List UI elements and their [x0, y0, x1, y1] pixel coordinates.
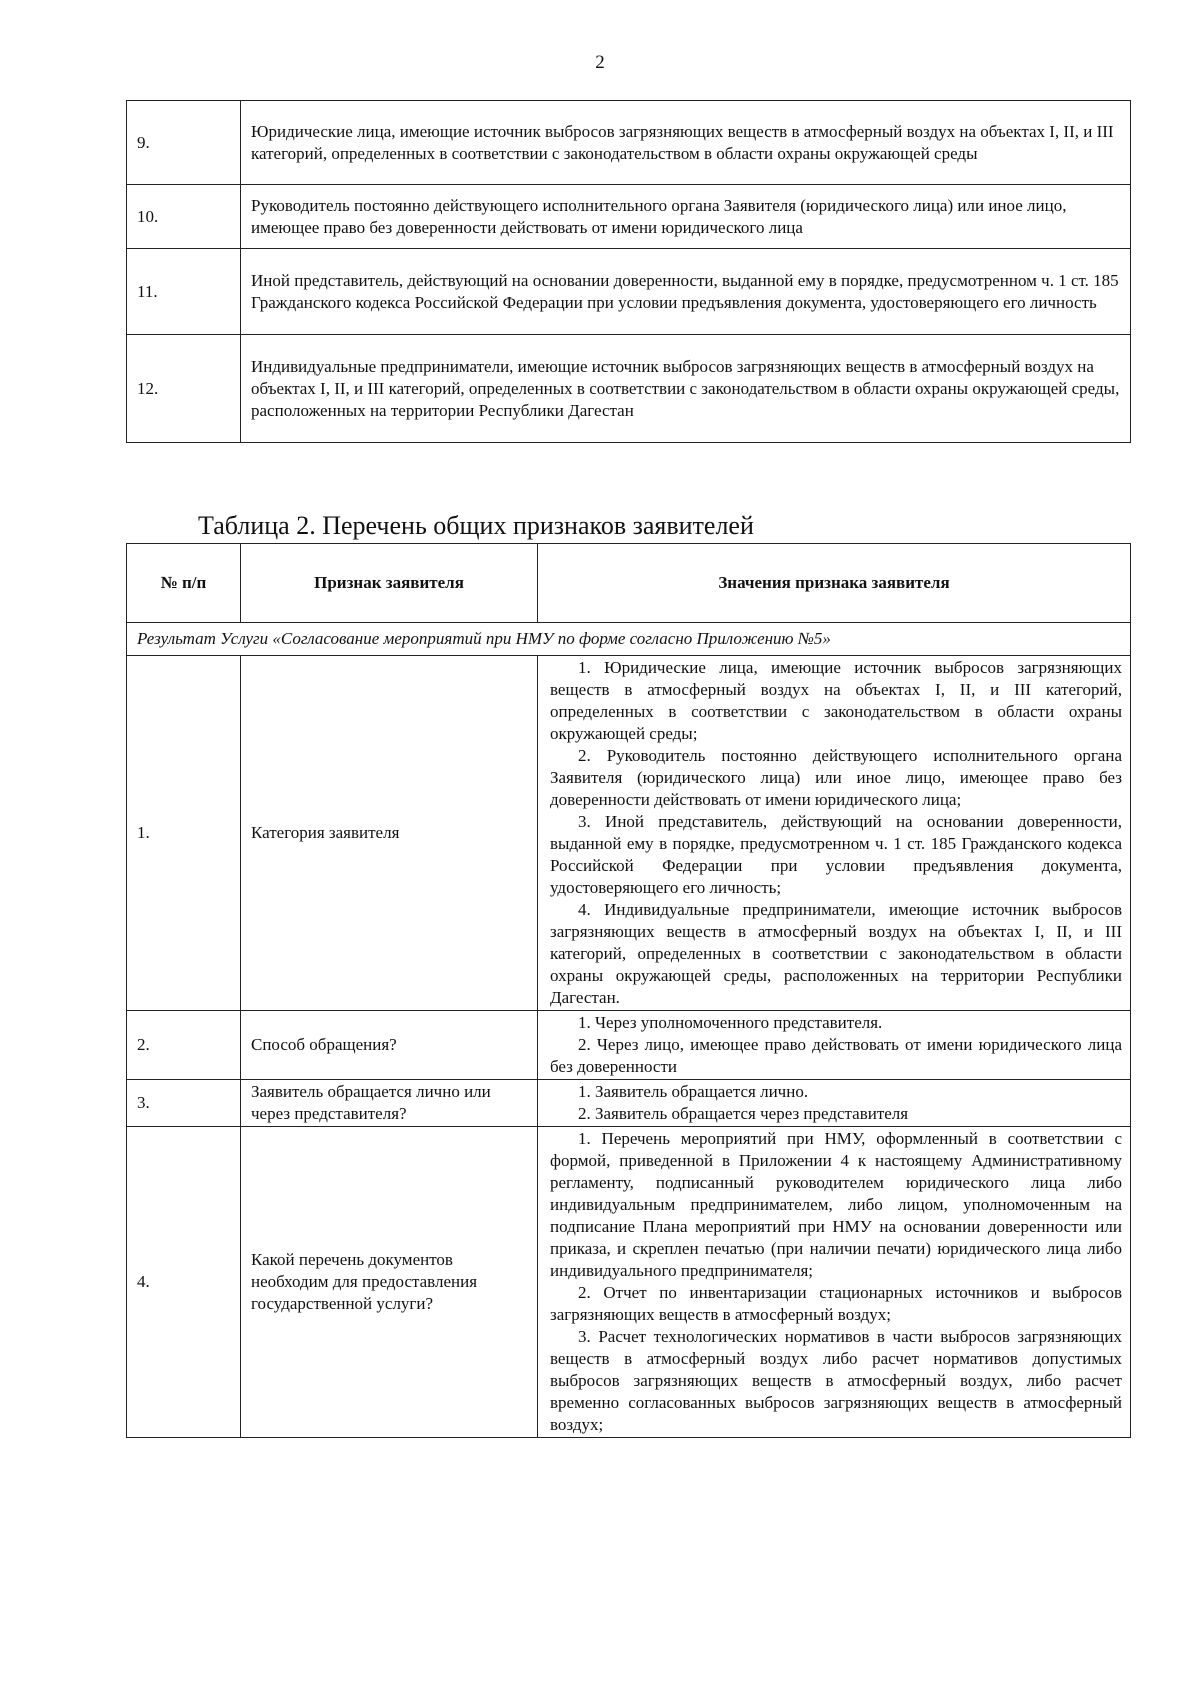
table-row — [127, 656, 1131, 1011]
table-row — [127, 1011, 1131, 1080]
value-item: 1. Через уполномоченного представителя. — [578, 1013, 883, 1032]
row-text: Иной представитель, действующий на основании доверенности, выданной ему в порядке, предусмотренном ч. 1 ст. 185 Гражданского кодекса Российской Федерации при условии предъявления документа, удостоверяющего его личность — [241, 249, 1131, 335]
table-row — [127, 249, 1131, 335]
value-item: 2. Отчет по инвентаризации стационарных источников и выбросов загрязняющих веществ в атмосферный воздух; — [550, 1283, 1122, 1324]
row-text: Индивидуальные предприниматели, имеющие источник выбросов загрязняющих веществ в атмосферный воздух на объектах I, II, и III категорий, определенных в соответствии с законодательством в области охраны окружающей среды, расположенных на территории Республики Дагестан — [241, 335, 1131, 443]
table-title: Таблица 2. Перечень общих признаков заявителей — [198, 511, 754, 540]
table-row — [127, 1080, 1131, 1127]
applicants-table-continued — [126, 100, 1131, 443]
value-item: 3. Расчет технологических нормативов в части выбросов загрязняющих веществ в атмосферный воздух либо расчет нормативов допустимых выбросов загрязняющих веществ в атмосферный воздух, либо расчет временно согласованных выбросов загрязняющих веществ в атмосферный воздух; — [550, 1327, 1122, 1434]
row-number: 2. — [127, 1011, 241, 1080]
page-number: 2 — [595, 52, 605, 73]
row-feature: Категория заявителя — [241, 656, 538, 1011]
row-values — [538, 1080, 1131, 1127]
row-number: 12. — [127, 335, 241, 443]
table-row — [127, 185, 1131, 249]
value-item: 1. Заявитель обращается лично. — [578, 1082, 809, 1101]
value-item: 1. Юридические лица, имеющие источник выбросов загрязняющих веществ в атмосферный воздух на объектах I, II, и III категорий, определенных в соответствии с законодательством в области охраны окружающей среды; — [550, 658, 1122, 743]
row-values — [538, 1127, 1131, 1438]
row-number: 4. — [127, 1127, 241, 1438]
row-text: Руководитель постоянно действующего исполнительного органа Заявителя (юридического лица) или иное лицо, имеющее право без доверенности действовать от имени юридического лица — [241, 185, 1131, 249]
value-item: 1. Перечень мероприятий при НМУ, оформленный в соответствии с формой, приведенной в Приложении 4 к настоящему Административному регламенту, подписанный руководителем юридического лица либо индивидуальным предпринимателем, либо лицом, уполномоченным на подписание Плана мероприятий при НМУ на основании доверенности или приказа, и скреплен печатью (при наличии печати) юридического лица либо индивидуального предпринимателя; — [550, 1129, 1122, 1280]
value-item: 2. Через лицо, имеющее право действовать от имени юридического лица без доверенности — [550, 1035, 1122, 1076]
header-feature: Признак заявителя — [241, 544, 538, 623]
row-number: 3. — [127, 1080, 241, 1127]
table-header-row — [127, 544, 1131, 623]
value-item: 3. Иной представитель, действующий на основании доверенности, выданной ему в порядке, предусмотренном ч. 1 ст. 185 Гражданского кодекса Российской Федерации при условии предъявления документа, удостоверяющего его личность; — [550, 812, 1122, 897]
row-values — [538, 1011, 1131, 1080]
row-number: 1. — [127, 656, 241, 1011]
table-row — [127, 101, 1131, 185]
value-item: 2. Заявитель обращается через представителя — [578, 1104, 909, 1123]
result-text: Результат Услуги «Согласование мероприятий при НМУ по форме согласно Приложению №5» — [127, 623, 1131, 656]
table-row — [127, 1127, 1131, 1438]
row-feature: Какой перечень документов необходим для предоставления государственной услуги? — [241, 1127, 538, 1438]
value-item: 2. Руководитель постоянно действующего исполнительного органа Заявителя (юридического лица) или иное лицо, имеющее право без доверенности действовать от имени юридического лица; — [550, 746, 1122, 809]
row-number: 9. — [127, 101, 241, 185]
header-num: № п/п — [127, 544, 241, 623]
row-number: 10. — [127, 185, 241, 249]
row-number: 11. — [127, 249, 241, 335]
row-feature: Способ обращения? — [241, 1011, 538, 1080]
header-values: Значения признака заявителя — [538, 544, 1131, 623]
row-values — [538, 656, 1131, 1011]
applicant-features-table — [126, 543, 1131, 1438]
table-row — [127, 335, 1131, 443]
row-feature: Заявитель обращается лично или через представителя? — [241, 1080, 538, 1127]
result-row — [127, 623, 1131, 656]
row-text: Юридические лица, имеющие источник выбросов загрязняющих веществ в атмосферный воздух на объектах I, II, и III категорий, определенных в соответствии с законодательством в области охраны окружающей среды — [241, 101, 1131, 185]
value-item: 4. Индивидуальные предприниматели, имеющие источник выбросов загрязняющих веществ в атмосферный воздух на объектах I, II, и III категорий, определенных в соответствии с законодательством в области охраны окружающей среды, расположенных на территории Республики Дагестан. — [550, 900, 1122, 1007]
